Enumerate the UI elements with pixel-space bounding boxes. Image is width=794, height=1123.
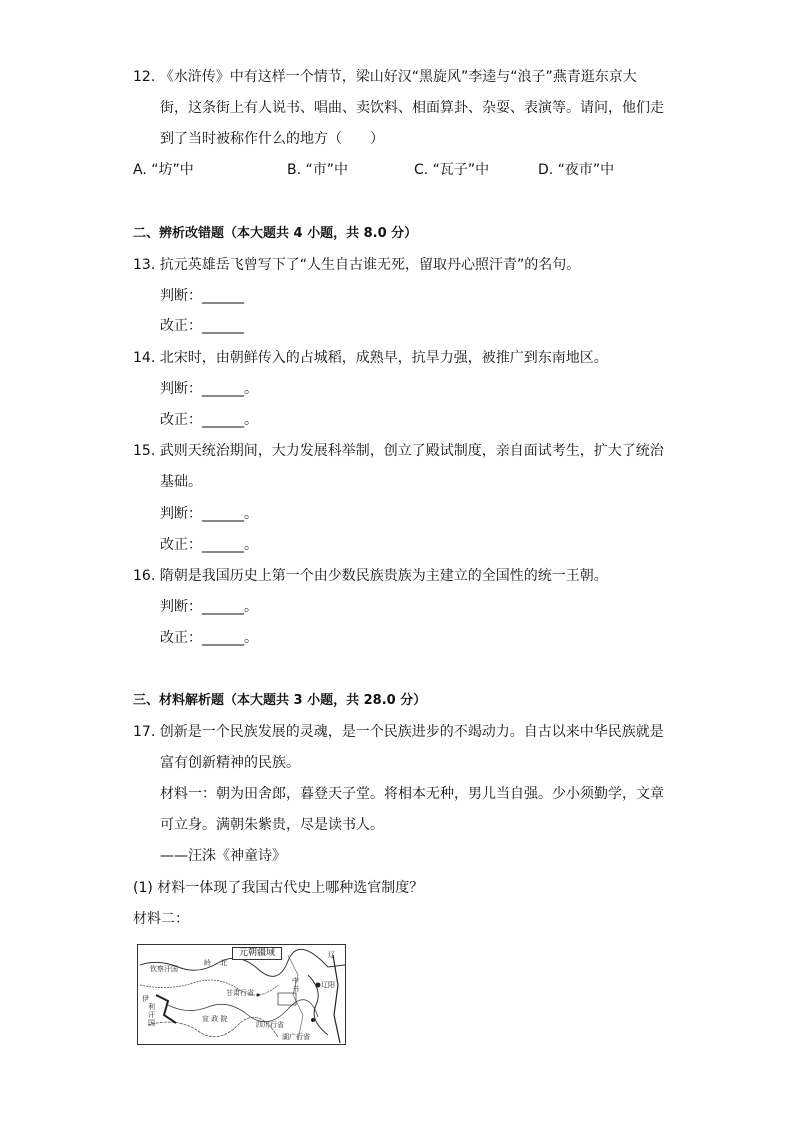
q12-option-d: D. “夜市”中 — [538, 162, 615, 178]
q15-correct: 改正：______。 — [160, 537, 258, 553]
q17-material1-line2: 可立身。满朝朱紫贵，尽是读书人。 — [160, 817, 384, 833]
q12-option-c: C. “瓦子”中 — [414, 162, 490, 178]
q17-stem-line2: 富有创新精神的民族。 — [160, 755, 300, 771]
q13-stem: 13. 抗元英雄岳飞曾写下了“人生自古谁无死，留取丹心照汗青”的名句。 — [133, 257, 581, 273]
map-label: 辽阳 — [321, 981, 335, 989]
q17-material1-line1: 材料一：朝为田舍郎，暮登天子堂。将相本无种，男儿当自强。少小须勤学，文章 — [160, 786, 664, 802]
q12-option-b: B. “市”中 — [287, 162, 349, 178]
q17-material2-label: 材料二： — [133, 911, 189, 927]
map-label: 甘肃行省 — [226, 989, 254, 997]
q12-stem-line1: 12. 《水浒传》中有这样一个情节，梁山好汉“黑旋风”李逵与“浪子”燕青逛东京大 — [133, 69, 637, 85]
q14-stem: 14. 北宋时，由朝鲜传入的占城稻，成熟早，抗旱力强，被推广到东南地区。 — [133, 350, 608, 366]
map-label: 利 — [148, 1003, 155, 1011]
q12-option-a: A. “坊”中 — [133, 162, 194, 178]
q15-stem-line2: 基础。 — [160, 474, 202, 490]
q17-sub-question-1: (1) 材料一体现了我国古代史上哪种选官制度？ — [133, 880, 424, 896]
q12-stem-line3: 到了当时被称作什么的地方（ ） — [160, 131, 384, 147]
q14-judge: 判断：______。 — [160, 381, 258, 397]
section-3-heading: 三、材料解析题（本大题共 3 小题，共 28.0 分） — [133, 693, 427, 708]
map-label: 宣 政 院 — [202, 1015, 228, 1023]
map-label: 书 — [292, 985, 299, 993]
map-label: 国 — [148, 1019, 155, 1027]
q14-correct: 改正：______。 — [160, 412, 258, 428]
q12-stem-line2: 街，这条街上有人说书、唱曲、卖饮料、相面算卦、杂耍、表演等。请问，他们走 — [160, 100, 664, 116]
map-label: 岭 — [204, 959, 211, 967]
q15-stem-line1: 15. 武则天统治期间，大力发展科举制，创立了殿试制度，亲自面试考生，扩大了统治 — [133, 443, 664, 459]
q16-correct: 改正：______。 — [160, 630, 258, 646]
map-label: 中 — [292, 977, 299, 985]
map-label: 钦察汗国 — [150, 965, 178, 973]
map-title: 元朝疆域 — [232, 947, 282, 960]
q13-judge: 判断：______ — [160, 288, 244, 304]
q13-correct: 改正：______ — [160, 318, 244, 334]
section-2-heading: 二、辨析改错题（本大题共 4 小题，共 8.0 分） — [133, 226, 418, 241]
map-label: 湖广行省 — [282, 1033, 310, 1041]
q16-judge: 判断：______。 — [160, 599, 258, 615]
q17-source: ——汪洙《神童诗》 — [160, 848, 286, 864]
map-label: 辽 — [328, 951, 335, 959]
map-label: 汗 — [148, 1011, 155, 1019]
q15-judge: 判断：______。 — [160, 506, 258, 522]
map-label: 伊 — [142, 995, 149, 1003]
q16-stem: 16. 隋朝是我国历史上第一个由少数民族贵族为主建立的全国性的统一王朝。 — [133, 568, 608, 584]
map-label: 四川行省 — [256, 1021, 284, 1029]
map-label: 北 — [220, 959, 227, 967]
yuan-territory-map — [137, 944, 346, 1045]
q17-stem-line1: 17. 创新是一个民族发展的灵魂，是一个民族进步的不竭动力。自古以来中华民族就是 — [133, 724, 664, 740]
